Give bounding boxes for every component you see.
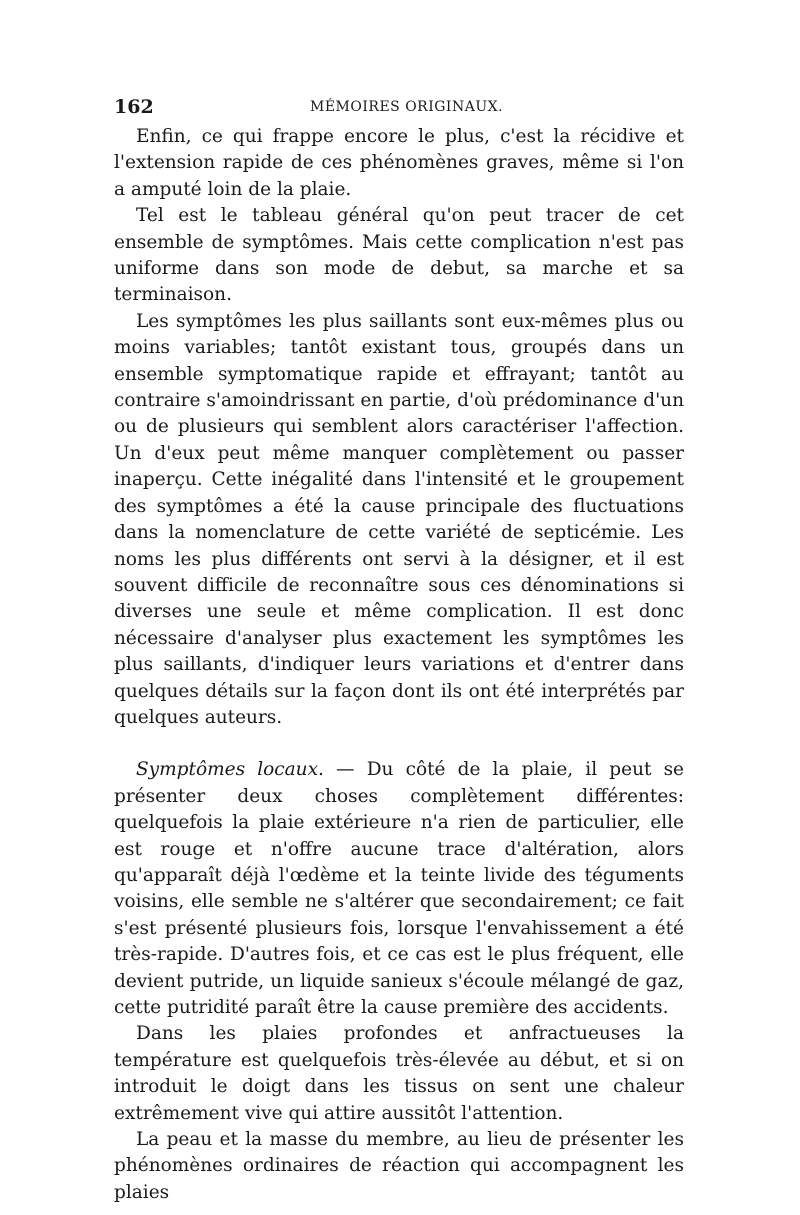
page-number: 162 — [114, 96, 154, 118]
paragraph: Les symptômes les plus saillants sont eux-mêmes plus ou moins variables; tantôt existant tous, groupés dans un ensemble symptomatique rapide et effrayant; tantôt au contraire s'amoindrissant en partie, d'où prédominance d'un ou de plusieurs qui semblent alors caractériser l'affection. Un d'eux peut même manquer complètement ou passer inaperçu. Cette inégalité dans l'intensité et le groupement des symptômes a été la cause principale des fluctuations dans la nomenclature de cette variété de septicémie. Les noms les plus différents ont servi à la désigner, et il est souvent difficile de reconnaître sous ces dénominations si diverses une seule et même complication. Il est donc nécessaire d'analyser plus exactement les symptômes les plus saillants, d'indiquer leurs variations et d'entrer dans quelques détails sur la façon dont ils ont été interprétés par quelques auteurs. — [114, 310, 684, 728]
paragraph: Dans les plaies profondes et anfractueuses la température est quelquefois très-élevée au début, et si on introduit le doigt dans les tissus on sent une chaleur extrêmement vive qui attire aussitôt l'attention. — [114, 1023, 684, 1124]
paragraph: Tel est le tableau général qu'on peut tracer de cet ensemble de symptômes. Mais cette complication n'est pas uniforme dans son mode de debut, sa marche et sa terminaison. — [114, 205, 684, 306]
paragraph: La peau et la masse du membre, au lieu de présenter les phénomènes ordinaires de réaction qui accompagnent les plaies — [114, 1129, 684, 1203]
section-dash: — — [323, 759, 367, 781]
running-title: MÉMOIRES ORIGINAUX. — [310, 99, 504, 115]
section-text: Du côté de la plaie, il peut se présenter deux choses complètement différentes: quelquefois la plaie extérieure n'a rien de particulier, elle est rouge et n'offre aucune trace d'altération, alors qu'apparaît déjà l'œdème et la teinte livide des téguments voisins, elle semble ne s'altérer que secondairement; ce fait s'est présenté plusieurs fois, lorsque l'envahissement a été très-rapide. D'autres fois, et ce cas est le plus fréquent, elle devient putride, un liquide sanieux s'écoule mélangé de gaz, cette putridité paraît être la cause première des accidents. — [114, 759, 685, 1018]
book-page — [114, 96, 684, 1206]
section-break — [114, 731, 684, 757]
section-title: Symptômes locaux. — [136, 759, 324, 781]
section-paragraph — [114, 757, 684, 1021]
body-text — [114, 124, 684, 1206]
paragraph: Enfin, ce qui frappe encore le plus, c'est la récidive et l'extension rapide de ces phénomènes graves, même si l'on a amputé loin de la plaie. — [114, 126, 684, 200]
running-head — [114, 96, 684, 124]
